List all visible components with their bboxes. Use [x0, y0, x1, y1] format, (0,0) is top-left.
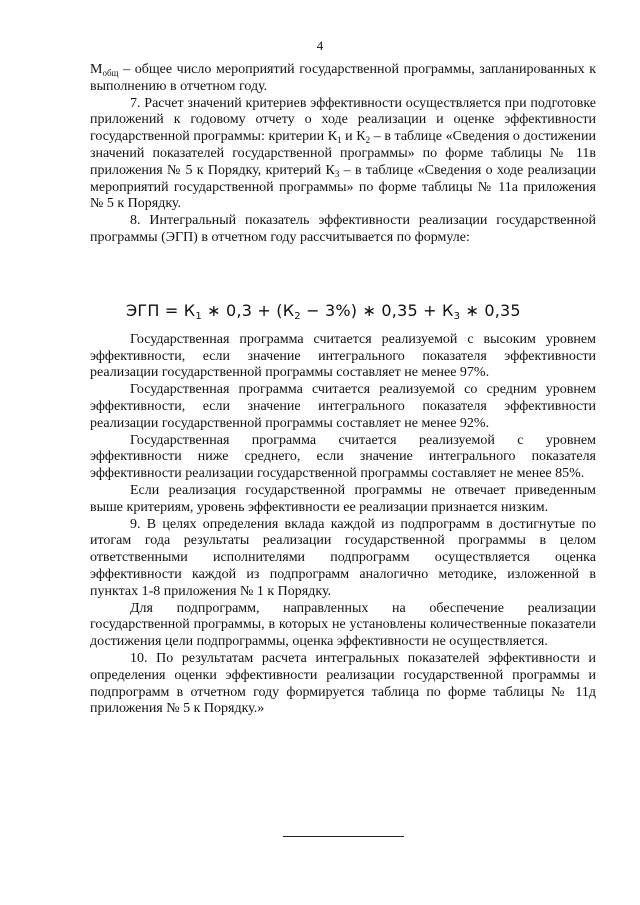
mobsh-text: – общее число мероприятий государственной программы, запланированных к выполнению в отчетном году. [90, 62, 596, 94]
formula-sub-2: 2 [294, 311, 301, 322]
mobsh-subscript: общ [102, 68, 119, 78]
paragraph-8: 8. Интегральный показатель эффективности реализации государственной программы (ЭГП) в отчетном году рассчитывается по формуле: [90, 213, 596, 245]
p7-text-d: – в таблице «Сведения о ходе реализации мероприятий государственной программы» по форме таблицы № 11а приложения № 5 к Порядку. [90, 162, 596, 212]
paragraph-subprograms: Для подпрограмм, направленных на обеспечение реализации государственной программы, в которых не установлены количественные показатели достижения цели подпрограммы, оценка эффективности не осуществляется. [90, 600, 596, 650]
paragraph-10: 10. По результатам расчета интегральных показателей эффективности и определения оценки эффективности реализации государственной программы и подпрограмм в отчетном году формируется таблица по форме таблицы № 11д приложения № 5 к Порядку.» [90, 650, 596, 717]
paragraph-medium-efficiency: Государственная программа считается реализуемой со средним уровнем эффективности, если значение интегрального показателя эффективности реализации государственной программы составляет не менее 92%. [90, 382, 596, 431]
p7-sub-2: 2 [365, 135, 371, 146]
mobsh-symbol: М [90, 62, 103, 77]
paragraph-high-efficiency: Государственная программа считается реализуемой с высоким уровнем эффективности, если значение интегрального показателя эффективности реализации государственной программы составляет не менее 97%. [90, 331, 596, 381]
paragraph-9: 9. В целях определения вклада каждой из подпрограмм в достигнутые по итогам года результаты реализации государственной программы в целом ответственными исполнителями подпрограмм осуществляется оценка эффективности каждой из подпрограмм аналогично методике, изложенной в пунктах 1-8 приложения № 1 к Порядку. [90, 516, 596, 599]
formula-part-d: ∗ 0,35 [460, 301, 521, 320]
formula-sub-1: 1 [195, 311, 202, 322]
formula-part-c: − 3%) ∗ 0,35 + К [300, 301, 454, 320]
efficiency-formula [126, 301, 521, 320]
p7-sub-1: 1 [337, 135, 342, 146]
formula-part-a: ЭГП = К [126, 301, 196, 320]
p7-text-c: – в таблице «Сведения о достижении значений показателей государственной программы» по форме таблицы № 11в приложения № 5 к Порядку, критерий К [90, 129, 596, 178]
paragraph-no-efficiency: Если реализация государственной программы не отвечает приведенным выше критериям, уровень эффективности ее реализации признается низким. [90, 482, 596, 515]
document-body [90, 62, 596, 718]
paragraph-7 [90, 96, 596, 214]
end-divider [283, 836, 404, 837]
page-number: 4 [316, 38, 324, 53]
p7-text-a: 7. Расчет значений критериев эффективности осуществляется при подготовке приложений к годовому отчету о ходе реализации и оценке эффективности государственной программы: критерии К [90, 95, 596, 145]
p7-text-b: и К [341, 129, 366, 145]
formula-sub-3: 3 [453, 311, 461, 322]
p7-sub-3: 3 [334, 168, 340, 179]
mobsh-definition [90, 62, 596, 96]
paragraph-low-efficiency: Государственная программа считается реализуемой с уровнем эффективности ниже среднего, если значение интегрального показателя эффективности реализации государственной программы составляет не менее 85%. [90, 432, 596, 482]
formula-part-b: ∗ 0,3 + (К [201, 301, 295, 320]
